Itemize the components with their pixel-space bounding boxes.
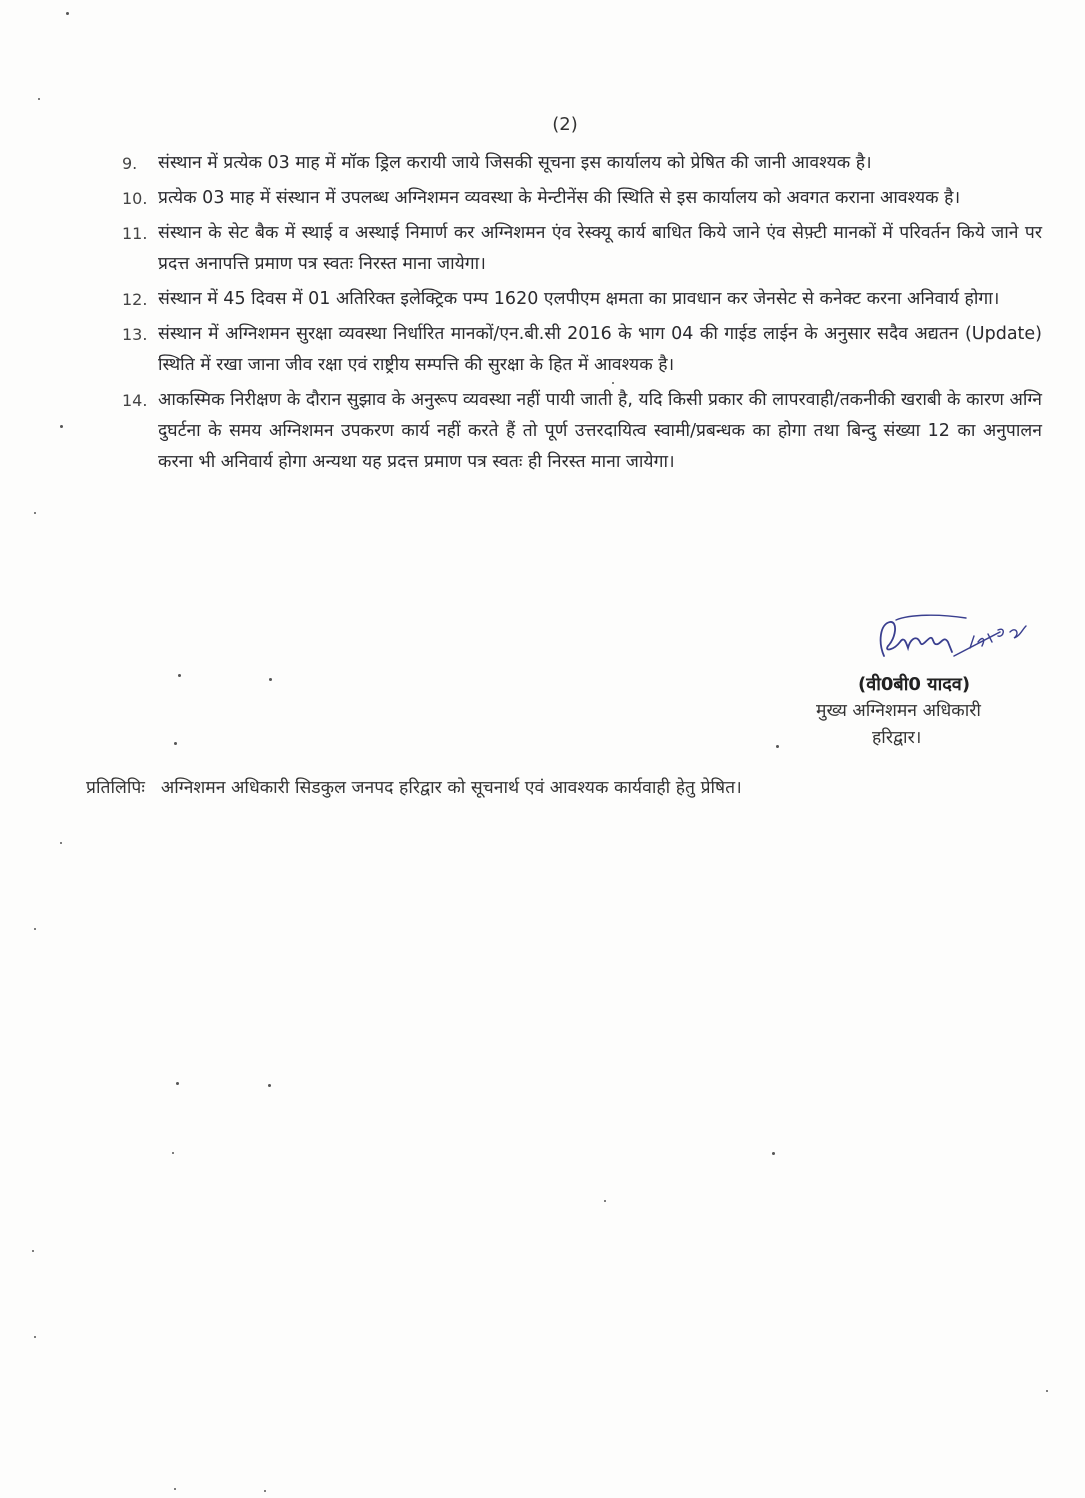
handwritten-signature [870, 612, 1040, 674]
list-item [122, 319, 1042, 381]
scan-speck [776, 745, 779, 748]
item-text: संस्थान में 45 दिवस में 01 अतिरिक्त इलेक्ट्रिक पम्प 1620 एलपीएम क्षमता का प्रावधान कर जेनसेट से कनेक्ट करना अनिवार्य होगा। [158, 289, 1000, 309]
scan-speck [34, 1336, 36, 1338]
item-text: संस्थान में अग्निशमन सुरक्षा व्यवस्था निर्धारित मानकों/एन.बी.सी 2016 के भाग 04 की गाईड लाईन के अनुसार सदैव अद्यतन (Update) स्थिति में रखा जाना जीव रक्षा एवं राष्ट्रीय सम्पत्ति की सुरक्षा के हित में आवश्यक है। [158, 324, 1042, 375]
scan-speck [269, 678, 272, 681]
instruction-list [122, 148, 1042, 482]
scan-speck [268, 1084, 271, 1087]
scan-speck [34, 512, 36, 514]
scan-speck [264, 1490, 266, 1492]
scan-speck [174, 742, 177, 745]
signature-block [800, 612, 1040, 752]
item-number: 11. [122, 224, 148, 243]
scan-speck [32, 1250, 34, 1252]
item-text: आकस्मिक निरीक्षण के दौरान सुझाव के अनुरूप व्यवस्था नहीं पायी जाती है, यदि किसी प्रकार की लापरवाही/तकनीकी खराबी के कारण अग्नि दुघर्टना के समय अग्निशमन उपकरण कार्य नहीं करते हैं तो पूर्ण उत्तरदायित्व स्वामी/प्रबन्धक का होगा तथा बिन्दु संख्या 12 का अनुपालन करना भी अनिवार्य होगा अन्यथा यह प्रदत्त प्रमाण पत्र स्वतः ही निरस्त माना जायेगा। [158, 390, 1042, 472]
list-item [122, 385, 1042, 478]
item-number: 14. [122, 391, 148, 410]
item-number: 12. [122, 290, 148, 309]
scan-speck [178, 674, 181, 677]
item-number: 10. [122, 189, 148, 208]
list-item [122, 148, 1042, 179]
scan-speck [60, 842, 62, 844]
item-number: 13. [122, 325, 148, 344]
list-item [122, 183, 1042, 214]
list-item [122, 218, 1042, 280]
signatory-name: (वी0बी0 यादव) [858, 674, 971, 695]
scan-speck [34, 928, 36, 930]
signatory-designation: मुख्य अग्निशमन अधिकारी [816, 701, 981, 721]
item-text: संस्थान में प्रत्येक 03 माह में मॉक ड्रिल करायी जाये जिसकी सूचना इस कार्यालय को प्रेषित की जानी आवश्यक है। [158, 153, 872, 173]
scan-speck [176, 1082, 179, 1085]
item-text: संस्थान के सेट बैक में स्थाई व अस्थाई निमार्ण कर अग्निशमन एंव रेस्क्यू कार्य बाधित किये जाने एंव सेफ़्टी मानकों में परिवर्तन किये जाने पर प्रदत्त अनापत्ति प्रमाण पत्र स्वतः निरस्त माना जायेगा। [158, 223, 1042, 274]
page-number: (2) [552, 114, 578, 135]
scan-speck [612, 382, 614, 384]
scan-speck [66, 12, 69, 15]
copy-text: अग्निशमन अधिकारी सिडकुल जनपद हरिद्वार को सूचनार्थ एवं आवश्यक कार्यवाही हेतु प्रेषित। [160, 778, 742, 798]
copy-label: प्रतिलिपिः [86, 778, 145, 798]
scan-speck [604, 1200, 606, 1202]
list-item [122, 284, 1042, 315]
scan-speck [174, 1488, 176, 1490]
signatory-place: हरिद्वार। [872, 728, 922, 748]
copy-to-line [86, 775, 742, 799]
scan-speck [772, 1152, 775, 1155]
scan-speck [38, 98, 40, 100]
scan-speck [1046, 1390, 1048, 1392]
scan-speck [172, 1152, 174, 1154]
item-number: 9. [122, 154, 138, 173]
item-text: प्रत्येक 03 माह में संस्थान में उपलब्ध अग्निशमन व्यवस्था के मेन्टीनेंस की स्थिति से इस कार्यालय को अवगत कराना आवश्यक है। [158, 188, 961, 208]
scan-speck [60, 425, 63, 428]
